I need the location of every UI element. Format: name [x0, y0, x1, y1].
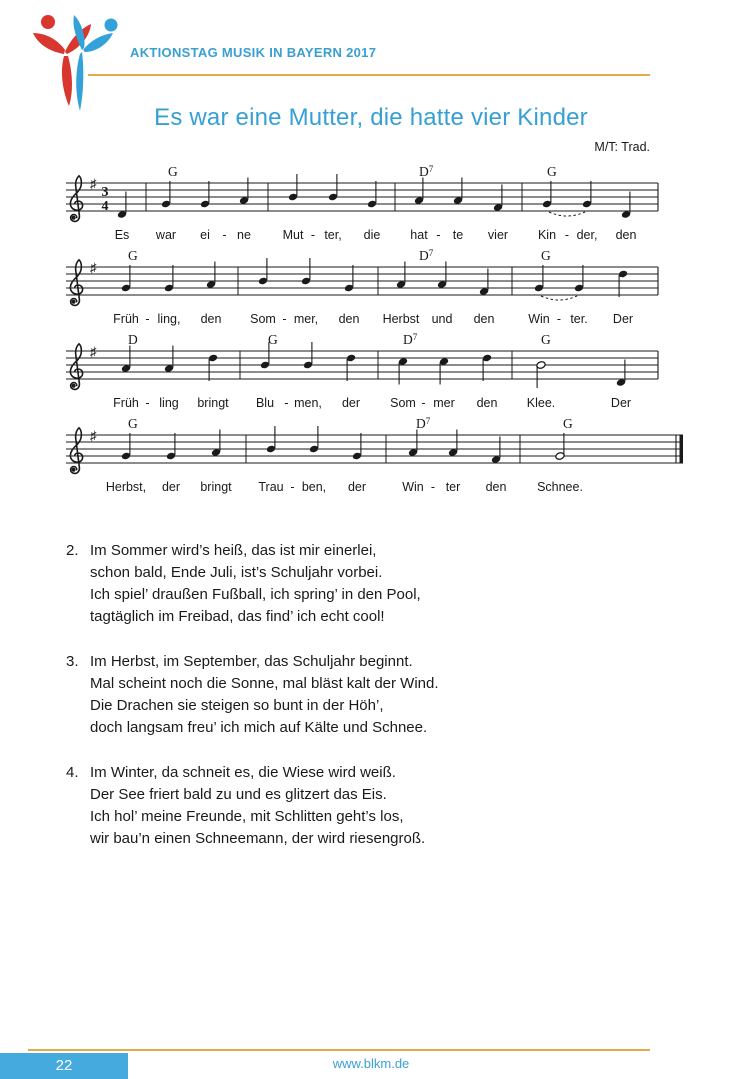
lyric-syllable: war [155, 228, 177, 242]
chord-symbol: G [547, 165, 557, 179]
lyric-syllable: den [473, 312, 495, 326]
lyric-hyphen: - [282, 312, 287, 326]
lyric-syllable: der [161, 480, 181, 494]
header-rule [88, 74, 650, 76]
lyric-syllable: die [363, 228, 381, 242]
lyric-syllable: ne [237, 228, 251, 242]
verse-number: 3. [66, 653, 79, 670]
footer-link[interactable]: www.blkm.de [332, 1056, 410, 1071]
lyric-syllable: ei [200, 228, 210, 242]
chord-symbol: D [128, 333, 138, 347]
blue-figure [73, 15, 117, 111]
verse-line: Im Sommer wird’s heiß, das ist mir einerlei, [90, 542, 377, 559]
lyric-syllable: ter [445, 480, 461, 494]
verse-lines [90, 762, 425, 850]
lyric-hyphen: - [145, 312, 150, 326]
lyric-hyphen: - [290, 480, 295, 494]
lyric-hyphen: - [556, 312, 562, 326]
lyric-syllable: Mut [282, 228, 304, 242]
lyric-syllable: Schnee. [537, 480, 583, 494]
lyric-syllable: hat [410, 228, 428, 242]
key-signature-sharp: ♯ [90, 176, 97, 191]
verse-number: 2. [66, 542, 79, 559]
lyric-syllable: ter, [324, 228, 342, 242]
verses [66, 540, 626, 873]
verse-line: Mal scheint noch die Sonne, mal bläst kalt der Wind. [90, 675, 439, 692]
lyric-hyphen: - [436, 228, 441, 242]
score-staff-2 [0, 249, 742, 335]
verse-3 [66, 651, 626, 739]
lyric-syllable: bringt [197, 396, 229, 410]
verse-number: 4. [66, 764, 79, 781]
verse-lines [90, 540, 421, 628]
verse-line: Im Winter, da schneit es, die Wiese wird weiß. [90, 764, 396, 781]
lyric-syllable: ling [159, 396, 179, 410]
lyric-syllable: men, [294, 396, 322, 410]
lyric-syllable: Herbst [382, 312, 420, 326]
page-number: 22 [55, 1057, 73, 1074]
lyric-syllable: mer, [293, 312, 319, 326]
lyric-syllable: und [431, 312, 453, 326]
lyric-syllable: Es [114, 228, 130, 242]
verse-line: wir bau’n einen Schneemann, der wird riesengroß. [90, 830, 426, 847]
lyric-syllable: ling, [157, 312, 181, 326]
lyric-hyphen: - [284, 396, 289, 410]
lyric-syllable: den [338, 312, 360, 326]
song-credit: M/T: Trad. [594, 140, 650, 154]
lyric-syllable: ben, [301, 480, 327, 494]
song-title: Es war eine Mutter, die hatte vier Kinder [154, 104, 588, 131]
lyric-syllable: den [485, 480, 507, 494]
lyric-syllable: mer [433, 396, 455, 410]
lyric-syllable: bringt [200, 480, 232, 494]
lyric-syllable: Herbst, [105, 480, 147, 494]
lyric-syllable: der [347, 480, 367, 494]
score-staff-4 [0, 417, 742, 503]
verse-line: Ich spiel’ draußen Fußball, ich spring’ in den Pool, [90, 586, 421, 603]
lyric-hyphen: - [430, 480, 436, 494]
lyric-syllable: Som [390, 396, 416, 410]
verse-lines [90, 651, 439, 739]
lyric-syllable: Früh [113, 396, 139, 410]
score-staff-1 [0, 165, 742, 251]
footer-rule [28, 1049, 650, 1051]
key-signature-sharp: ♯ [90, 344, 97, 359]
lyric-syllable: te [452, 228, 464, 242]
verse-line: schon bald, Ende Juli, ist’s Schuljahr vorbei. [90, 564, 383, 581]
chord-symbol: $D^7$ [416, 417, 431, 431]
verse-line: doch langsam freu’ ich mich auf Kälte und Schnee. [90, 719, 428, 736]
chord-symbol: G [128, 417, 138, 431]
lyric-syllable: Som [250, 312, 276, 326]
lyric-syllable: Kin [537, 228, 557, 242]
chord-symbol: $D^7$ [419, 165, 434, 179]
chord-symbol: G [168, 165, 178, 179]
key-signature-sharp: ♯ [90, 428, 97, 443]
chord-symbol: G [541, 249, 551, 263]
chord-symbol: $D^7$ [419, 249, 434, 263]
lyric-hyphen: - [222, 228, 227, 242]
dashed-tie [541, 296, 577, 300]
lyric-syllable: den [476, 396, 498, 410]
verse-2 [66, 540, 626, 628]
chord-symbol: G [268, 333, 278, 347]
score-staff-3 [0, 333, 742, 419]
lyric-syllable: Der [612, 312, 634, 326]
lyric-syllable: Win [528, 312, 550, 326]
lyric-syllable: Blu [255, 396, 275, 410]
lyric-syllable: Klee. [526, 396, 556, 410]
header-title: AKTIONSTAG MUSIK IN BAYERN 2017 [130, 45, 377, 60]
chord-symbol: G [541, 333, 551, 347]
lyric-syllable: Trau [258, 480, 284, 494]
verse-line: Der See friert bald zu und es glitzert das Eis. [90, 786, 387, 803]
dashed-tie [549, 212, 585, 216]
lyric-syllable: ter. [570, 312, 588, 326]
lyric-syllable: vier [487, 228, 509, 242]
lyric-syllable: Der [610, 396, 632, 410]
lyric-syllable: der, [576, 228, 598, 242]
chord-symbol: $D^7$ [403, 333, 418, 347]
verse-4 [66, 762, 626, 850]
lyric-hyphen: - [145, 396, 150, 410]
verse-line: tagtäglich im Freibad, das find’ ich echt cool! [90, 608, 385, 625]
two-dancing-figures-logo [24, 10, 124, 112]
verse-line: Die Drachen sie steigen so bunt in der Höh’, [90, 697, 384, 714]
lyric-syllable: den [200, 312, 222, 326]
lyric-hyphen: - [421, 396, 426, 410]
key-signature-sharp: ♯ [90, 260, 97, 275]
lyric-hyphen: - [310, 228, 316, 242]
verse-line: Ich hol’ meine Freunde, mit Schlitten geht’s los, [90, 808, 404, 825]
lyric-syllable: den [615, 228, 637, 242]
chord-symbol: G [563, 417, 573, 431]
lyric-hyphen: - [564, 228, 570, 242]
lyric-syllable: Früh [113, 312, 139, 326]
lyric-syllable: Win [402, 480, 424, 494]
time-signature: 3 [101, 185, 109, 200]
svg-text:4: 4 [101, 199, 109, 214]
chord-symbol: G [128, 249, 138, 263]
lyric-syllable: der [341, 396, 361, 410]
verse-line: Im Herbst, im September, das Schuljahr beginnt. [90, 653, 413, 670]
